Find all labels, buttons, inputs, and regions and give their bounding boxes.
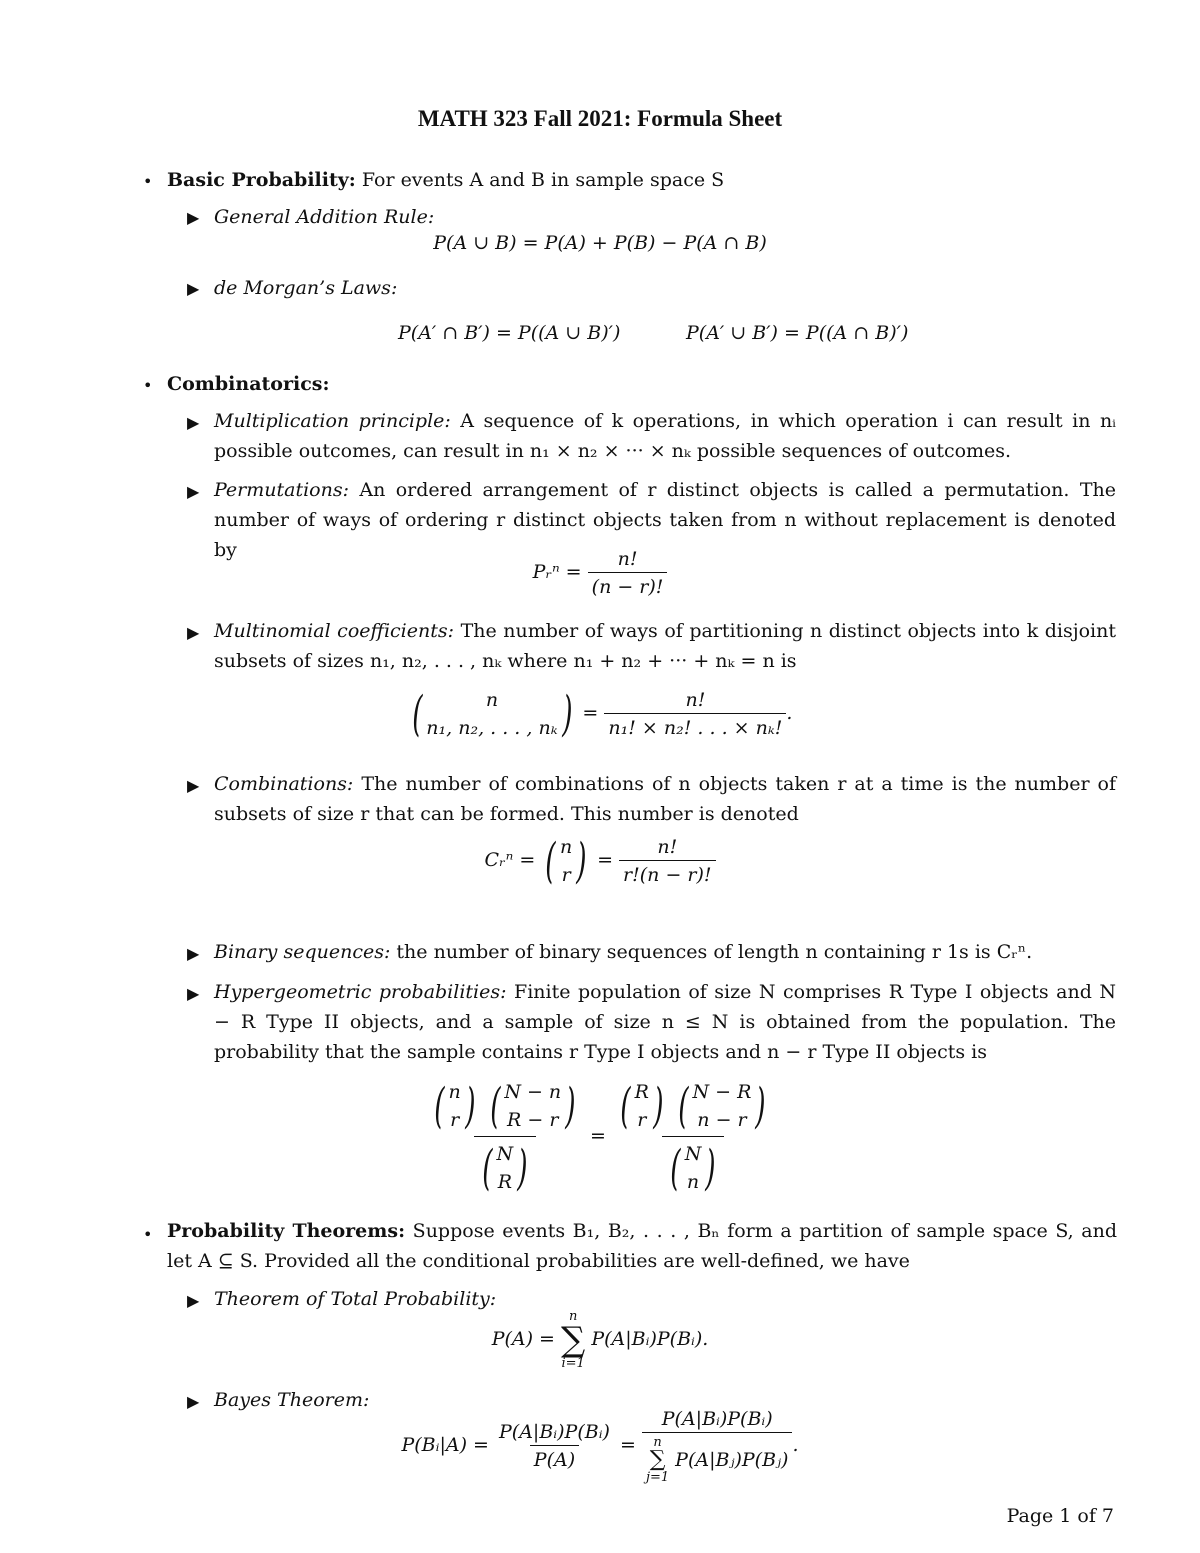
binom-top: N — [496, 1143, 514, 1165]
formula-addition-rule: P(A ∪ B) = P(A) + P(B) − P(A ∩ B) — [433, 232, 767, 254]
formula-bayes: P(Bᵢ|A) = $\frac{\text{P(A|Bᵢ)P(Bᵢ)}}{P(A)}$ = P(A|Bᵢ)P(Bᵢ) n ∑ j=1 P(A|Bⱼ)P(Bⱼ) . — [401, 1408, 799, 1485]
formula-combinations: Cᵣⁿ = ( n r ) = $\frac{n!}{r!(n - r)!}$ — [0, 833, 1200, 889]
binom-bottom: r — [637, 1109, 647, 1131]
item-label: Combinations: — [214, 773, 354, 795]
numerator — [426, 1078, 584, 1136]
item-multiplication-principle — [214, 406, 1116, 466]
section-combinatorics — [167, 369, 1117, 399]
binomial: ( R r ) — [620, 1078, 664, 1134]
page-title: MATH 323 Fall 2021: Formula Sheet — [417, 106, 783, 131]
fraction — [588, 548, 668, 598]
bullet-icon: • — [143, 1225, 153, 1244]
binom-bottom: r — [561, 864, 571, 886]
numerator: n! — [657, 836, 678, 858]
binom-top: n — [485, 689, 499, 711]
summation-icon: n ∑ j=1 — [645, 1435, 670, 1485]
item-text: A sequence of k operations, in which operation i can result in nᵢ possible outcomes, can result in n₁ × n₂ × ··· × nₖ possible sequences of outcomes. — [214, 410, 1116, 462]
triangle-bullet-icon: ▶ — [187, 1291, 200, 1310]
triangle-bullet-icon: ▶ — [187, 482, 200, 501]
item-label: Binary sequences: — [214, 941, 391, 963]
fraction — [426, 1078, 584, 1196]
item-label: Multiplication principle: — [214, 410, 451, 432]
formula-lhs: P(A) = — [491, 1328, 555, 1350]
binomial: ( N − n R − r ) — [489, 1078, 576, 1134]
item-label-total-probability: Theorem of Total Probability: — [214, 1288, 497, 1310]
item-text: An ordered arrangement of r distinct objects is called a permutation. The number of ways of ordering r distinct objects taken from n without replacement is denoted by — [214, 479, 1116, 561]
formula-multinomial: ( n n₁, n₂, . . . , nₖ ) = $\frac{n!}{\text{n₁! × n₂! . . . × nₖ!}}$ . — [0, 686, 1200, 742]
bullet-icon: • — [143, 376, 153, 395]
item-combinations — [214, 769, 1116, 829]
sum-lower: i=1 — [561, 1356, 585, 1371]
numerator: P(A|Bᵢ)P(Bᵢ) — [499, 1421, 610, 1443]
bullet-icon: • — [143, 172, 153, 191]
item-label-addition: General Addition Rule: — [214, 206, 435, 228]
fraction — [642, 1408, 793, 1484]
binom-top: N — [684, 1143, 702, 1165]
fraction — [619, 836, 716, 886]
section-heading: Combinatorics: — [167, 373, 330, 395]
denominator: (n − r)! — [588, 572, 668, 598]
section-probability-theorems — [167, 1216, 1117, 1276]
sum-upper: n — [653, 1435, 662, 1450]
formula-total-probability — [0, 1310, 1200, 1370]
item-label: Permutations: — [214, 479, 350, 501]
formula-hypergeometric: ( n r ) ( N − n R − r ) ( N R ) = ( R r ) ( N − R n − r ) ( N n ) — [0, 1078, 1200, 1196]
item-label-bayes: Bayes Theorem: — [214, 1389, 370, 1411]
numerator — [612, 1078, 774, 1136]
item-label: Hypergeometric probabilities: — [214, 981, 507, 1003]
item-text: The number of combinations of n objects taken r at a time is the number of subsets of size r that can be formed. This number is denoted — [214, 773, 1117, 825]
binomial: ( N n ) — [670, 1140, 716, 1196]
item-multinomial — [214, 616, 1116, 676]
denominator — [474, 1136, 536, 1196]
triangle-bullet-icon: ▶ — [187, 944, 200, 963]
formula-lhs: Pᵣⁿ = — [532, 561, 582, 583]
section-heading: Basic Probability: — [167, 169, 356, 191]
triangle-bullet-icon: ▶ — [187, 776, 200, 795]
binom-bottom: n₁, n₂, . . . , nₖ — [426, 717, 558, 739]
numerator: P(A|Bᵢ)P(Bᵢ) — [661, 1408, 773, 1430]
formula-rhs: P(A|Bᵢ)P(Bᵢ). — [591, 1328, 709, 1350]
triangle-bullet-icon: ▶ — [187, 279, 200, 298]
section-heading: Probability Theorems: — [167, 1220, 406, 1242]
item-label-demorgan: de Morgan’s Laws: — [214, 277, 398, 299]
denominator — [662, 1136, 724, 1196]
item-binary-sequences — [214, 937, 1116, 967]
binom-top: N − n — [504, 1081, 562, 1103]
binom-bottom: n — [686, 1171, 700, 1193]
formula-lhs: Cᵣⁿ = — [484, 849, 536, 871]
denominator-term: P(A|Bⱼ)P(Bⱼ) — [675, 1449, 789, 1471]
numerator: n! — [685, 689, 706, 711]
item-text: The number of ways of partitioning n distinct objects into k disjoint subsets of sizes n₁, n₂, . . . , nₖ where n₁ + n₂ + ··· + nₖ = n is — [214, 620, 1116, 672]
triangle-bullet-icon: ▶ — [187, 413, 200, 432]
binomial: ( n r ) — [545, 833, 587, 889]
item-text: Finite population of size N comprises R Type I objects and N − R Type II objects, and a sample of size n ≤ N is obtained from the population. The probability that the sample contains r Type I objects and n − r Type II objects is — [214, 981, 1116, 1063]
summation-icon: n ∑ i=1 — [561, 1309, 586, 1371]
binom-bottom: R — [497, 1171, 513, 1193]
binom-top: n — [560, 836, 573, 858]
section-intro: Suppose events B₁, B₂, . . . , Bₙ form a partition of sample space S, and let A ⊆ S. Provided all the conditional probabilities are well-defined, we have — [167, 1220, 1117, 1272]
triangle-bullet-icon: ▶ — [187, 208, 200, 227]
fraction — [495, 1421, 614, 1471]
formula-demorgan-1: P(A′ ∩ B′) = P((A ∪ B)′) — [398, 322, 621, 344]
denominator: r!(n − r)! — [619, 860, 716, 886]
denominator — [642, 1432, 793, 1484]
section-intro: For events A and B in sample space S — [361, 169, 725, 191]
item-text: the number of binary sequences of length n containing r 1s is Cᵣⁿ. — [396, 941, 1033, 963]
fraction — [612, 1078, 774, 1196]
sum-upper: n — [568, 1309, 578, 1324]
triangle-bullet-icon: ▶ — [187, 623, 200, 642]
formula-demorgan-2: P(A′ ∪ B′) = P((A ∩ B)′) — [686, 322, 909, 344]
binom-bottom: r — [450, 1109, 460, 1131]
binom-bottom: R − r — [507, 1109, 559, 1131]
binomial: ( N R ) — [482, 1140, 528, 1196]
denominator: P(A) — [530, 1445, 579, 1471]
sum-lower: j=1 — [645, 1470, 670, 1485]
binom-bottom: n − r — [697, 1109, 747, 1131]
binom-top: R — [634, 1081, 649, 1103]
fraction — [604, 689, 786, 739]
triangle-bullet-icon: ▶ — [187, 984, 200, 1003]
binom-top: N − R — [692, 1081, 752, 1103]
binomial: ( n r ) — [434, 1078, 476, 1134]
numerator: n! — [617, 548, 638, 570]
page-number: Page 1 of 7 — [1006, 1505, 1114, 1527]
formula-lhs: P(Bᵢ|A) = — [401, 1434, 489, 1456]
binom-top: n — [448, 1081, 461, 1103]
formula-permutation — [0, 548, 1200, 598]
item-label: Multinomial coefficients: — [214, 620, 455, 642]
item-hypergeometric — [214, 977, 1116, 1067]
triangle-bullet-icon: ▶ — [187, 1392, 200, 1411]
denominator: n₁! × n₂! . . . × nₖ! — [604, 713, 786, 739]
section-basic-probability — [167, 165, 1117, 195]
binomial: ( N − R n − r ) — [677, 1078, 766, 1134]
binomial: ( n n₁, n₂, . . . , nₖ ) — [411, 686, 573, 742]
